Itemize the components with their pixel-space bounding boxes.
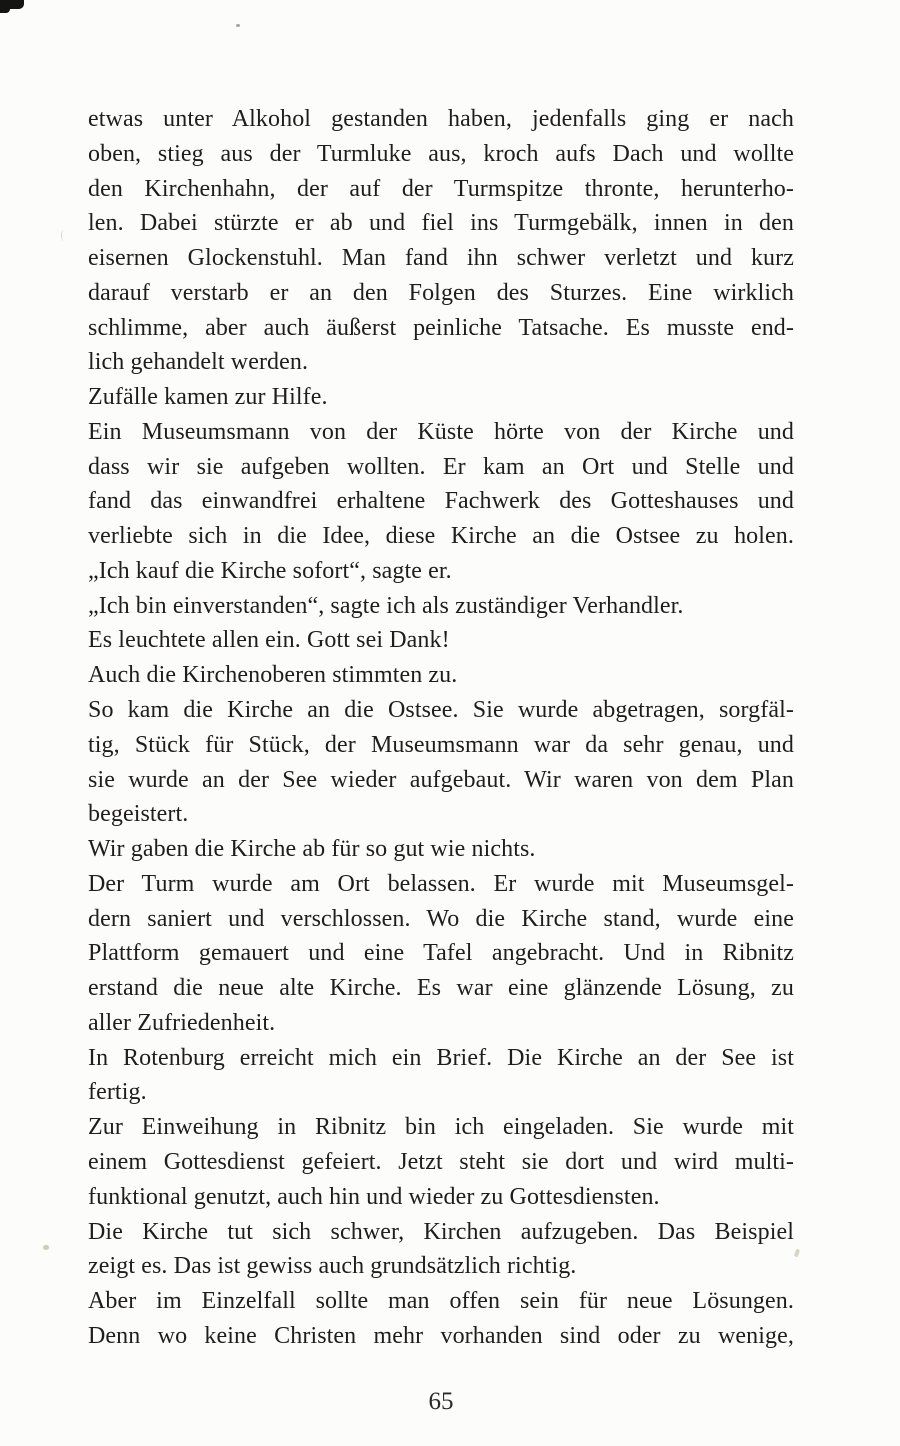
text-line: Plattform gemauert und eine Tafel angebracht. Und in Ribnitz bbox=[88, 940, 794, 967]
text-line: len. Dabei stürzte er ab und fiel ins Turmgebälk, innen in den bbox=[88, 210, 794, 237]
text-line: Ein Museumsmann von der Küste hörte von der Kirche und bbox=[88, 418, 794, 445]
text-line: schlimme, aber auch äußerst peinliche Tatsache. Es musste end- bbox=[88, 314, 794, 341]
text-line: zeigt es. Das ist gewiss auch grundsätzlich richtig. bbox=[88, 1253, 577, 1280]
text-line: dern saniert und verschlossen. Wo die Kirche stand, wurde eine bbox=[88, 905, 794, 932]
text-line: „Ich kauf die Kirche sofort“, sagte er. bbox=[88, 557, 452, 584]
scan-mark-left-margin bbox=[61, 230, 66, 241]
text-line: etwas unter Alkohol gestanden haben, jedenfalls ging er nach bbox=[88, 106, 794, 132]
text-line: Aber im Einzelfall sollte man offen sein für neue Lösungen. bbox=[88, 1288, 794, 1315]
text-line: fertig. bbox=[88, 1079, 147, 1106]
text-line: sie wurde an der See wieder aufgebaut. Wir waren von dem Plan bbox=[88, 766, 794, 793]
scan-speck-right bbox=[794, 1249, 800, 1258]
text-line: dass wir sie aufgeben wollten. Er kam an Ort und Stelle und bbox=[88, 453, 794, 480]
text-line: Es leuchtete allen ein. Gott sei Dank! bbox=[88, 627, 450, 654]
text-line: „Ich bin einverstanden“, sagte ich als zuständiger Verhandler. bbox=[88, 592, 684, 619]
text-line: den Kirchenhahn, der auf der Turmspitze thronte, herunterho- bbox=[88, 175, 794, 202]
text-line: lich gehandelt werden. bbox=[88, 349, 309, 376]
text-line: Denn wo keine Christen mehr vorhanden sind oder zu wenige, bbox=[88, 1322, 794, 1349]
text-line: begeistert. bbox=[88, 801, 189, 828]
scan-speck-top bbox=[236, 24, 240, 27]
text-line: fand das einwandfrei erhaltene Fachwerk des Gotteshauses und bbox=[88, 488, 794, 515]
text-line: Zur Einweihung in Ribnitz bin ich eingeladen. Sie wurde mit bbox=[88, 1114, 794, 1141]
scan-corner-artifact bbox=[0, 0, 24, 9]
text-line: darauf verstarb er an den Folgen des Sturzes. Eine wirklich bbox=[88, 279, 794, 306]
text-line: Die Kirche tut sich schwer, Kirchen aufzugeben. Das Beispiel bbox=[88, 1218, 794, 1245]
body-text-block bbox=[88, 102, 794, 1354]
text-line: tig, Stück für Stück, der Museumsmann war da sehr genau, und bbox=[88, 731, 794, 758]
text-line: aller Zufriedenheit. bbox=[88, 1009, 276, 1036]
text-line: So kam die Kirche an die Ostsee. Sie wurde abgetragen, sorgfäl- bbox=[88, 697, 794, 724]
text-line: Auch die Kirchenoberen stimmten zu. bbox=[88, 662, 458, 689]
text-line: erstand die neue alte Kirche. Es war eine glänzende Lösung, zu bbox=[88, 975, 794, 1002]
text-line: einem Gottesdienst gefeiert. Jetzt steht sie dort und wird multi- bbox=[88, 1148, 794, 1175]
page-number: 65 bbox=[428, 1388, 454, 1415]
scan-speck-left bbox=[43, 1245, 49, 1250]
text-line: In Rotenburg erreicht mich ein Brief. Die Kirche an der See ist bbox=[88, 1044, 794, 1071]
text-line: oben, stieg aus der Turmluke aus, kroch aufs Dach und wollte bbox=[88, 140, 794, 167]
text-line: eisernen Glockenstuhl. Man fand ihn schwer verletzt und kurz bbox=[88, 245, 794, 272]
text-line: Zufälle kamen zur Hilfe. bbox=[88, 384, 328, 411]
text-line: Der Turm wurde am Ort belassen. Er wurde mit Museumsgel- bbox=[88, 870, 794, 897]
text-line: verliebte sich in die Idee, diese Kirche an die Ostsee zu holen. bbox=[88, 523, 794, 550]
text-line: funktional genutzt, auch hin und wieder zu Gottesdiensten. bbox=[88, 1183, 660, 1210]
text-line: Wir gaben die Kirche ab für so gut wie nichts. bbox=[88, 836, 536, 863]
